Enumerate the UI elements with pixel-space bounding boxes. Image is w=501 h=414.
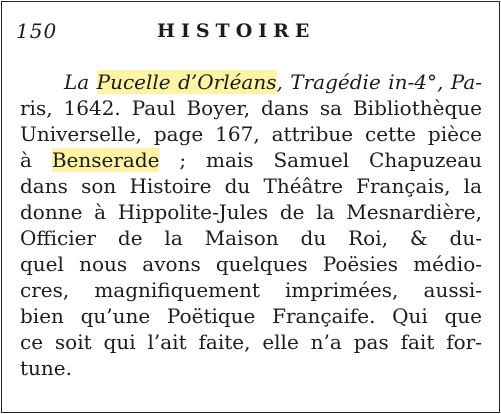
text-line-3: Universelle, page 167, attribue cette pièce (20, 122, 482, 146)
text-line-4-rest: ; mais Samuel Chapuzeau (159, 148, 483, 172)
text-line-5: dans son Histoire du Théâtre Français, la (20, 174, 482, 198)
title-suffix: , Tragédie in-4°, Pa- (276, 70, 483, 94)
highlighted-title: Pucelle d’Orléans (96, 70, 277, 94)
text-line-8: quel nous avons quelques Poësies médio- (20, 252, 482, 276)
running-title: HISTOIRE (157, 20, 316, 42)
text-line-4 (20, 147, 482, 173)
text-line-11: ce soit qui l’ait faite, elle n’a pas fait for- (20, 330, 482, 354)
text-line-2: ris, 1642. Paul Boyer, dans sa Bibliothèque (20, 96, 482, 120)
title-prefix: La (64, 70, 97, 94)
highlighted-author: Benserade (51, 148, 160, 172)
text-line-1 (20, 69, 482, 95)
book-page (1, 1, 500, 413)
text-line-9: cres, magnifiquement imprimées, aussi- (20, 278, 482, 302)
entry-paragraph (20, 69, 482, 381)
text-line-10: bien qu’une Poëtique Françaife. Qui que (20, 304, 482, 328)
text-line-12: tune. (20, 356, 72, 380)
text-line-7: Officier de la Maison du Roi, & du- (20, 226, 482, 250)
page-number: 150 (16, 19, 58, 43)
text-line-4-prefix: à (20, 148, 52, 172)
text-line-6: donne à Hippolite-Jules de la Mesnardière, (20, 200, 482, 224)
